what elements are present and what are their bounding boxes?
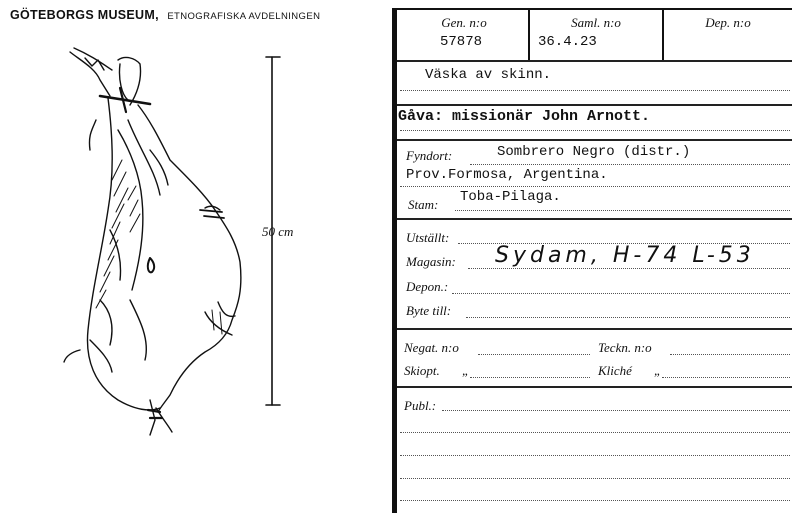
dotted-line <box>400 432 790 433</box>
dotted-line <box>400 500 790 501</box>
publ-label: Publ.: <box>404 398 437 413</box>
card-rule <box>397 139 792 141</box>
dotted-line <box>670 354 790 355</box>
card-rule <box>397 104 792 106</box>
find-place-label: Fyndort: <box>406 148 453 163</box>
dep-no-label: Dep. n:o <box>705 15 751 30</box>
bag-sketch <box>0 0 390 517</box>
dotted-line <box>662 377 790 378</box>
tribe-label: Stam: <box>408 197 439 212</box>
dotted-line <box>400 455 790 456</box>
museum-name: GÖTEBORGS MUSEUM, <box>10 8 159 22</box>
dotted-line <box>400 186 790 187</box>
card-rule <box>397 60 792 62</box>
tribe-value: Toba-Pilaga. <box>460 189 561 205</box>
card-left-border <box>392 8 397 513</box>
card-rule <box>397 328 792 330</box>
dotted-line <box>468 268 790 269</box>
dotted-line <box>452 293 790 294</box>
card-rule <box>397 218 792 220</box>
exchange-label: Byte till: <box>406 303 452 318</box>
department-name: ETNOGRAFISKA AVDELNINGEN <box>167 11 321 22</box>
dotted-line <box>400 478 790 479</box>
dotted-line <box>455 210 790 211</box>
find-place-line1: Sombrero Negro (distr.) <box>497 144 691 160</box>
dotted-line <box>400 90 790 91</box>
storage-handwritten: Sydam, H-74 L-53 <box>495 243 755 268</box>
storage-label: Magasin: <box>406 254 456 269</box>
saml-no-value: 36.4.23 <box>538 34 597 50</box>
slide-ditto: „ <box>462 363 470 378</box>
dotted-line <box>470 377 590 378</box>
object-title: Väska av skinn. <box>425 67 552 83</box>
card-rule <box>397 386 792 388</box>
cliche-label: Kliché <box>598 363 632 378</box>
find-place-line2: Prov.Formosa, Argentina. <box>406 167 608 183</box>
dotted-line <box>470 164 790 165</box>
dotted-line <box>478 354 590 355</box>
negative-no-label: Negat. n:o <box>404 340 459 355</box>
dotted-line <box>400 130 790 131</box>
gen-no-value: 57878 <box>440 34 483 50</box>
cliche-ditto: „ <box>654 363 662 378</box>
dotted-line <box>466 317 790 318</box>
drawing-no-label: Teckn. n:o <box>598 340 652 355</box>
dotted-line <box>442 410 790 411</box>
gift-line: Gåva: missionär John Arnott. <box>398 108 651 125</box>
deposit-label: Depon.: <box>406 279 449 294</box>
saml-no-label: Saml. n:o <box>571 15 621 30</box>
card-top-rule <box>397 8 792 10</box>
gen-no-label: Gen. n:o <box>441 15 487 30</box>
slide-label: Skiopt. <box>404 363 440 378</box>
exhibited-label: Utställt: <box>406 230 450 245</box>
scale-label: 50 cm <box>262 224 294 239</box>
